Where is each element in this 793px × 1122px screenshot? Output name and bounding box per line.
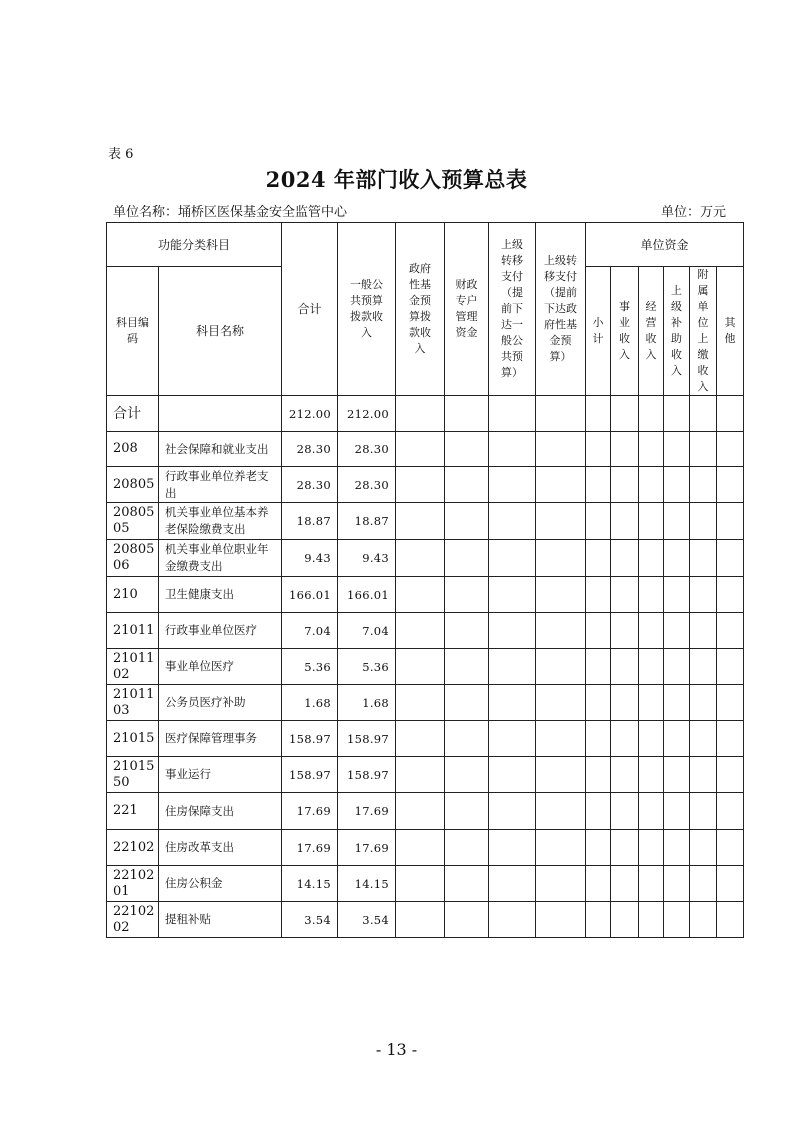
table-row (107, 793, 744, 830)
empty-cell (489, 577, 536, 613)
header-transfer-general (489, 223, 536, 396)
empty-cell (586, 902, 611, 938)
header-affiliated-income-text: 附属单位上缴收入 (697, 268, 709, 393)
empty-cell (611, 793, 639, 830)
row-code: 21015 (107, 721, 159, 757)
empty-cell (445, 685, 489, 721)
empty-cell (489, 793, 536, 830)
empty-cell (536, 649, 586, 685)
row-name: 行政事业单位医疗 (159, 613, 282, 649)
empty-cell (445, 503, 489, 540)
empty-cell (690, 685, 717, 721)
row-total: 9.43 (282, 540, 338, 577)
table-row (107, 757, 744, 793)
empty-cell (489, 503, 536, 540)
empty-cell (690, 577, 717, 613)
empty-cell (536, 503, 586, 540)
empty-cell (396, 721, 445, 757)
row-general-budget: 17.69 (338, 830, 396, 866)
empty-cell (396, 866, 445, 902)
empty-cell (690, 902, 717, 938)
empty-cell (536, 793, 586, 830)
empty-cell (664, 721, 690, 757)
empty-cell (611, 866, 639, 902)
empty-cell (690, 757, 717, 793)
empty-cell (586, 866, 611, 902)
empty-cell (664, 793, 690, 830)
row-general-budget: 17.69 (338, 793, 396, 830)
empty-cell (690, 613, 717, 649)
empty-cell (664, 757, 690, 793)
empty-cell (664, 649, 690, 685)
empty-cell (445, 866, 489, 902)
header-general-budget-text: 一般公共预算拨款收入 (350, 278, 384, 339)
table-row (107, 866, 744, 902)
empty-cell (717, 396, 744, 432)
empty-cell (717, 432, 744, 467)
empty-cell (445, 830, 489, 866)
header-superior-subsidy-text: 上级补助收入 (671, 284, 683, 377)
header-function-class: 功能分类科目 (107, 223, 282, 267)
row-code: 221 (107, 793, 159, 830)
empty-cell (445, 649, 489, 685)
unit-name: 单位名称：埇桥区医保基金安全监管中心 (113, 205, 348, 220)
empty-cell (664, 432, 690, 467)
row-total: 14.15 (282, 866, 338, 902)
budget-table (106, 222, 744, 938)
row-general-budget: 3.54 (338, 902, 396, 938)
empty-cell (536, 540, 586, 577)
empty-cell (639, 577, 664, 613)
empty-cell (396, 540, 445, 577)
empty-cell (445, 396, 489, 432)
row-name: 提租补贴 (159, 902, 282, 938)
header-total: 合计 (282, 223, 338, 396)
header-business-income-text: 事业收入 (619, 300, 631, 361)
empty-cell (536, 396, 586, 432)
table-row (107, 649, 744, 685)
empty-cell (396, 649, 445, 685)
empty-cell (611, 540, 639, 577)
row-general-budget: 5.36 (338, 649, 396, 685)
empty-cell (536, 685, 586, 721)
header-superior-subsidy (664, 267, 690, 396)
row-name: 住房保障支出 (159, 793, 282, 830)
row-name: 事业单位医疗 (159, 649, 282, 685)
empty-cell (664, 396, 690, 432)
header-gov-fund-text: 政府性基金预算拨款收入 (409, 262, 432, 355)
header-transfer-general-text: 上级转移支付（提前下达一般公共预算） (501, 238, 524, 379)
header-row-1 (107, 223, 744, 267)
empty-cell (639, 396, 664, 432)
row-name: 住房公积金 (159, 866, 282, 902)
row-code: 20805 (107, 467, 159, 503)
table-row (107, 432, 744, 467)
empty-cell (639, 685, 664, 721)
empty-cell (396, 503, 445, 540)
table-row (107, 613, 744, 649)
empty-cell (396, 793, 445, 830)
empty-cell (445, 613, 489, 649)
empty-cell (536, 721, 586, 757)
empty-cell (489, 902, 536, 938)
row-total: 1.68 (282, 685, 338, 721)
empty-cell (536, 866, 586, 902)
empty-cell (690, 721, 717, 757)
empty-cell (717, 467, 744, 503)
row-total: 17.69 (282, 830, 338, 866)
empty-cell (586, 685, 611, 721)
row-general-budget: 28.30 (338, 467, 396, 503)
empty-cell (445, 793, 489, 830)
empty-cell (586, 793, 611, 830)
empty-cell (586, 721, 611, 757)
empty-cell (445, 902, 489, 938)
empty-cell (664, 902, 690, 938)
row-name: 住房改革支出 (159, 830, 282, 866)
empty-cell (690, 649, 717, 685)
empty-cell (664, 503, 690, 540)
empty-cell (396, 432, 445, 467)
row-code: 2101550 (107, 757, 159, 793)
page-number: - 13 - (375, 1040, 418, 1059)
empty-cell (639, 432, 664, 467)
row-code: 2210201 (107, 866, 159, 902)
empty-cell (586, 396, 611, 432)
row-total: 18.87 (282, 503, 338, 540)
empty-cell (639, 866, 664, 902)
empty-cell (445, 540, 489, 577)
row-total: 212.00 (282, 396, 338, 432)
empty-cell (536, 467, 586, 503)
empty-cell (717, 613, 744, 649)
row-code: 2101102 (107, 649, 159, 685)
empty-cell (664, 685, 690, 721)
row-general-budget: 1.68 (338, 685, 396, 721)
currency-unit: 单位：万元 (661, 205, 727, 220)
table-row (107, 540, 744, 577)
row-general-budget: 9.43 (338, 540, 396, 577)
row-general-budget: 158.97 (338, 721, 396, 757)
empty-cell (690, 793, 717, 830)
row-code: 210 (107, 577, 159, 613)
empty-cell (445, 721, 489, 757)
empty-cell (639, 503, 664, 540)
row-general-budget: 212.00 (338, 396, 396, 432)
empty-cell (639, 540, 664, 577)
empty-cell (489, 432, 536, 467)
empty-cell (639, 721, 664, 757)
row-name: 卫生健康支出 (159, 577, 282, 613)
header-name: 科目名称 (159, 267, 282, 396)
empty-cell (611, 613, 639, 649)
empty-cell (536, 830, 586, 866)
empty-cell (536, 577, 586, 613)
row-total: 7.04 (282, 613, 338, 649)
empty-cell (717, 830, 744, 866)
empty-cell (611, 902, 639, 938)
empty-cell (586, 577, 611, 613)
empty-cell (639, 793, 664, 830)
row-total: 28.30 (282, 467, 338, 503)
row-code: 22102 (107, 830, 159, 866)
empty-cell (611, 649, 639, 685)
row-general-budget: 28.30 (338, 432, 396, 467)
empty-cell (690, 830, 717, 866)
row-total: 28.30 (282, 432, 338, 467)
empty-cell (690, 866, 717, 902)
row-total: 158.97 (282, 757, 338, 793)
empty-cell (489, 540, 536, 577)
header-code (107, 267, 159, 396)
row-code: 2080505 (107, 503, 159, 540)
header-fiscal-special-text: 财政专户管理资金 (455, 278, 478, 339)
table-row (107, 721, 744, 757)
empty-cell (586, 503, 611, 540)
empty-cell (611, 396, 639, 432)
empty-cell (717, 685, 744, 721)
row-code: 2210202 (107, 902, 159, 938)
row-general-budget: 166.01 (338, 577, 396, 613)
empty-cell (664, 540, 690, 577)
empty-cell (717, 577, 744, 613)
empty-cell (639, 649, 664, 685)
empty-cell (717, 503, 744, 540)
empty-cell (489, 866, 536, 902)
row-code: 合计 (107, 396, 159, 432)
empty-cell (717, 721, 744, 757)
empty-cell (717, 902, 744, 938)
table-row (107, 830, 744, 866)
header-subtotal (586, 267, 611, 396)
header-unit-funds: 单位资金 (586, 223, 744, 267)
empty-cell (586, 757, 611, 793)
row-name: 医疗保障管理事务 (159, 721, 282, 757)
empty-cell (639, 902, 664, 938)
header-affiliated-income (690, 267, 717, 396)
empty-cell (536, 432, 586, 467)
row-name: 事业运行 (159, 757, 282, 793)
row-name: 机关事业单位职业年金缴费支出 (159, 540, 282, 577)
header-subtotal-text: 小计 (592, 316, 604, 345)
empty-cell (489, 613, 536, 649)
empty-cell (489, 721, 536, 757)
empty-cell (639, 757, 664, 793)
empty-cell (717, 757, 744, 793)
empty-cell (664, 613, 690, 649)
empty-cell (396, 830, 445, 866)
empty-cell (717, 540, 744, 577)
empty-cell (690, 540, 717, 577)
empty-cell (445, 577, 489, 613)
row-code: 2080506 (107, 540, 159, 577)
empty-cell (690, 432, 717, 467)
row-code: 208 (107, 432, 159, 467)
empty-cell (639, 467, 664, 503)
empty-cell (611, 503, 639, 540)
empty-cell (489, 396, 536, 432)
empty-cell (717, 649, 744, 685)
empty-cell (396, 685, 445, 721)
row-general-budget: 7.04 (338, 613, 396, 649)
empty-cell (445, 432, 489, 467)
empty-cell (611, 721, 639, 757)
empty-cell (586, 830, 611, 866)
empty-cell (536, 757, 586, 793)
empty-cell (611, 467, 639, 503)
empty-cell (664, 866, 690, 902)
header-gov-fund (396, 223, 445, 396)
row-name: 社会保障和就业支出 (159, 432, 282, 467)
table-row (107, 902, 744, 938)
empty-cell (396, 613, 445, 649)
empty-cell (717, 793, 744, 830)
empty-cell (611, 830, 639, 866)
header-operating-income-text: 经营收入 (645, 300, 657, 361)
row-total: 17.69 (282, 793, 338, 830)
empty-cell (639, 613, 664, 649)
header-code-text: 科目编码 (116, 316, 149, 345)
empty-cell (489, 830, 536, 866)
empty-cell (445, 757, 489, 793)
empty-cell (536, 902, 586, 938)
empty-cell (611, 757, 639, 793)
table-row (107, 685, 744, 721)
table-row (107, 503, 744, 540)
empty-cell (690, 396, 717, 432)
row-code: 2101103 (107, 685, 159, 721)
header-transfer-fund (536, 223, 586, 396)
empty-cell (611, 685, 639, 721)
empty-cell (690, 503, 717, 540)
empty-cell (586, 649, 611, 685)
empty-cell (611, 432, 639, 467)
row-total: 166.01 (282, 577, 338, 613)
table-row (107, 467, 744, 503)
header-business-income (611, 267, 639, 396)
row-total: 5.36 (282, 649, 338, 685)
row-name: 行政事业单位养老支出 (159, 467, 282, 503)
empty-cell (396, 396, 445, 432)
header-operating-income (639, 267, 664, 396)
empty-cell (489, 685, 536, 721)
empty-cell (664, 830, 690, 866)
empty-cell (489, 467, 536, 503)
header-other (717, 267, 744, 396)
header-transfer-fund-text: 上级转移支付（提前下达政府性基金预算） (544, 254, 578, 363)
page-title: 2024 年部门收入预算总表 (265, 167, 528, 192)
empty-cell (489, 649, 536, 685)
table-row (107, 396, 744, 432)
row-general-budget: 18.87 (338, 503, 396, 540)
empty-cell (586, 540, 611, 577)
empty-cell (396, 467, 445, 503)
empty-cell (396, 757, 445, 793)
row-total: 3.54 (282, 902, 338, 938)
table-row (107, 577, 744, 613)
empty-cell (586, 613, 611, 649)
row-name: 机关事业单位基本养老保险缴费支出 (159, 503, 282, 540)
empty-cell (664, 467, 690, 503)
row-name: 公务员医疗补助 (159, 685, 282, 721)
empty-cell (489, 757, 536, 793)
empty-cell (611, 577, 639, 613)
row-general-budget: 158.97 (338, 757, 396, 793)
row-total: 158.97 (282, 721, 338, 757)
row-name (159, 396, 282, 432)
empty-cell (586, 432, 611, 467)
empty-cell (664, 577, 690, 613)
empty-cell (690, 467, 717, 503)
header-general-budget (338, 223, 396, 396)
empty-cell (639, 830, 664, 866)
row-general-budget: 14.15 (338, 866, 396, 902)
empty-cell (586, 467, 611, 503)
empty-cell (445, 467, 489, 503)
empty-cell (536, 613, 586, 649)
header-other-text: 其他 (724, 316, 736, 345)
empty-cell (396, 902, 445, 938)
empty-cell (717, 866, 744, 902)
header-fiscal-special (445, 223, 489, 396)
table-label: 表 6 (108, 147, 134, 162)
empty-cell (396, 577, 445, 613)
row-code: 21011 (107, 613, 159, 649)
